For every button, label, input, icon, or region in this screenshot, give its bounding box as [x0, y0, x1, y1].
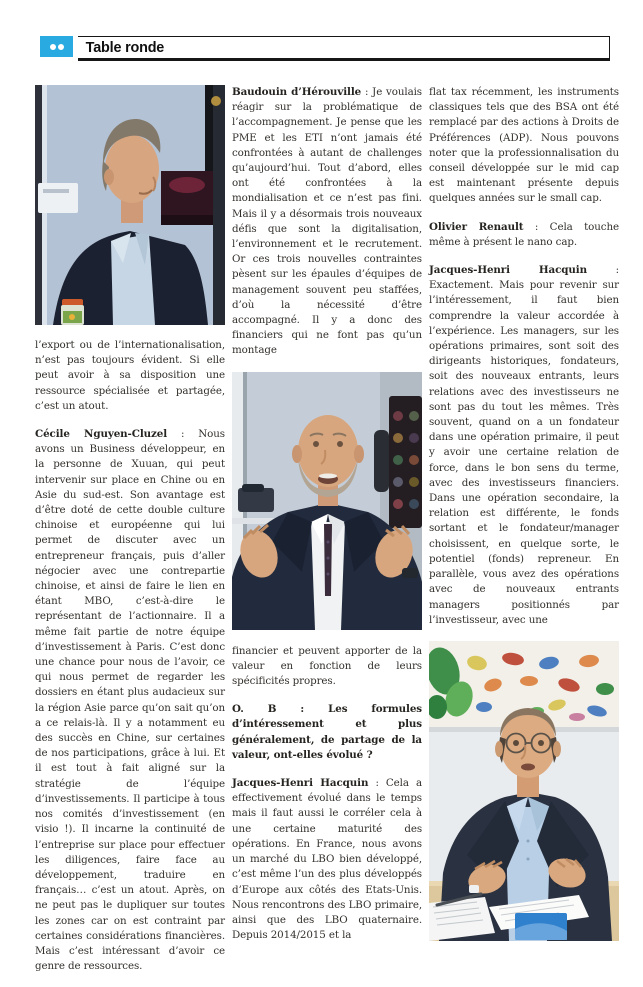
column-middle [232, 85, 422, 987]
paragraph-text: financier et peuvent apporter de la valeur en fonction de leurs spécificités propres. [232, 644, 422, 688]
photo-man-with-glasses-at-desk [429, 641, 619, 941]
paragraph-text: : Nous avons un Business développeur, en la personne de Xuuan, qui peut intervenir sur place en Chine ou en Asie du sud-est. Son avantage est d’être doté de cette double culture chinoise et européenne qui lui permet de discuter avec un entrepreneur français, puis d’aller négocier avec une contrepartie chinoise, et ainsi de faire le lien en étant MBO, c’est-à-dire le représentant de l’actionnaire. Il a même fait partie de notre équipe d’investissement à Paris. C’est donc une chance pour nous de l’avoir, ce qui nous permet de regarder les dossiers en étant plus audacieux sur la région Asie parce qu’on sait qu’on a ce relais-là. Il y a notamment eu des succès en Chine, sur certaines de nos participations, grâce à lui. Et il est tout à fait aligné sur la stratégie de l’équipe d’investissements. Il participe à tous nos comités d’investissement (en visio !). Il incarne la continuité de l’entreprise sur place pour effectuer les diligences, faire face au développement, traduire en français… c’est un atout. Après, on ne peut pas le dupliquer sur toutes les zones car on est contraint par certaines considérations financières. Mais c’est intéressant d’avoir ce genre de ressources. [35, 428, 225, 973]
paragraph-text: flat tax récemment, les instruments classiques tels que des BSA ont été remplacé par des actions à Droits de Préférences (ADP). Nous pouvons noter que la professionnalisation du conseil développée sur le mid cap est maintenant présente depuis quelques années sur le small cap. [429, 86, 619, 205]
article-columns [35, 85, 619, 987]
quote-dots-icon [40, 36, 73, 57]
interviewer-question [232, 702, 422, 763]
paragraph-text: : Cela touche même à présent le nano cap. [429, 220, 619, 248]
paragraph [429, 220, 619, 250]
paragraph [232, 85, 422, 359]
page-title: Table ronde [85, 39, 165, 56]
paragraph-text: : Cela a effectivement évolué dans le temps mais il faut aussi le corréler cela à une certaine maturité des opérations. En France, nous avons un marché du LBO bien développé, c’est même l’un des plus développés d’Europe aux côtés des Etats-Unis. Nous rencontrons des LBO primaire, ainsi que des LBO quaternaire. Depuis 2014/2015 et la [232, 777, 423, 942]
paragraph-text: : Je voulais réagir sur la problématique de l’accompagnement. Je pense que les PME et les ETI n’ont jamais été confrontées à autant de challenges qu’aujourd’hui. Tout d’abord, elles ont été confrontées à la mondialisation et ce n’est pas fini. Mais il y a désormais trois nouveaux défis que sont la digitalisation, l’environnement et le recrutement. Or ces trois nouvelles contraintes pèsent sur les épaules d’équipes de management souvent peu staffées, d’où la nécessité d’être accompagné. Il y a donc des financiers qui ne font pas qu’un montage [232, 86, 422, 357]
speaker-name: Jacques-Henri Hacquin [429, 264, 587, 277]
header-band [78, 36, 610, 61]
photo-man-in-navy-blazer [35, 85, 225, 325]
column-left [35, 85, 225, 987]
paragraph-text: O. B : Les formules d’intéressement et plus généralement, de partage de la valeur, ont-elles évolué ? [232, 703, 422, 761]
paragraph-text: l’export ou de l’internationalisation, n’est pas toujours évident. Si elle peut avoir à sa disposition une ressource spécialisée et partagée, c’est un atout. [35, 339, 225, 412]
paragraph [232, 776, 422, 943]
paragraph [35, 427, 225, 974]
speaker-name: Cécile Nguyen-Cluzel [35, 428, 168, 441]
speaker-name: Baudouin d’Hérouville [232, 86, 362, 98]
column-right [429, 85, 619, 987]
paragraph [35, 338, 225, 414]
photo-bald-man-speaking [232, 372, 422, 630]
speaker-name: Olivier Renault [429, 220, 524, 233]
paragraph [232, 644, 422, 690]
paragraph [429, 263, 619, 628]
paragraph-text: : Exactement. Mais pour revenir sur l’intéressement, il faut bien comprendre la valeur accordée à l’expérience. Les managers, sur les opérations primaires, sont soit des dirigeants historiques, fondateurs, soit des nouveaux entrants, leurs relations avec des investisseurs ne sont pas du tout les mêmes. Très souvent, quand on a un fondateur dans une opération primaire, il peut y avoir une certaine relation de force, dans le bon sens du terme, avec des investisseurs financiers. Dans une opération secondaire, la relation est différente, le fonds sortant et le fondateur/manager choisissent, en quelque sorte, le potentiel (fonds) repreneur. En parallèle, vous avez des opérations avec de nouveaux entrants managers positionnés par l’investisseur, avec une [429, 264, 620, 626]
paragraph [429, 85, 619, 207]
speaker-name: Jacques-Henri Hacquin [232, 777, 369, 790]
page-header [40, 36, 610, 57]
